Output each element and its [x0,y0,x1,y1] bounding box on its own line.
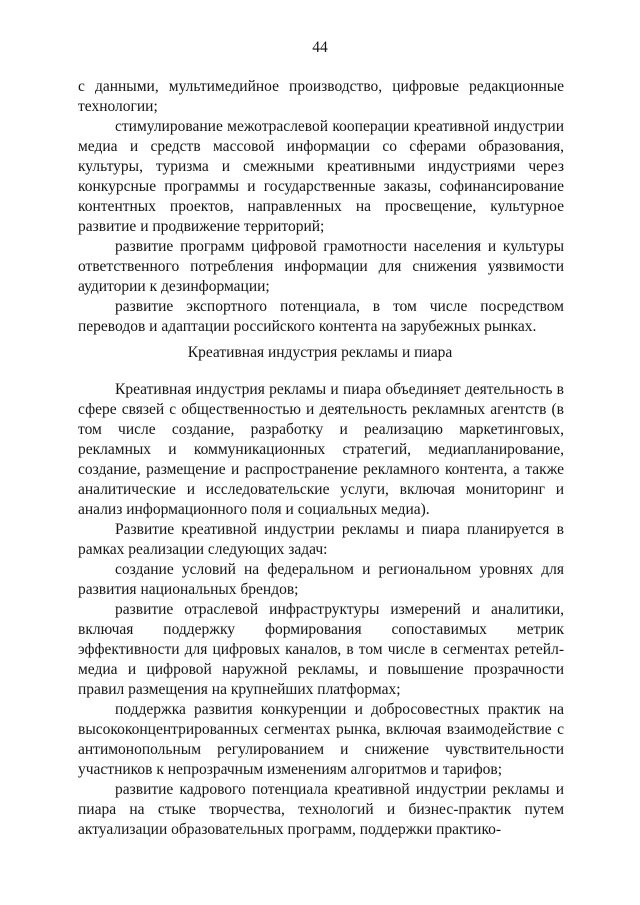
section-heading: Креативная индустрия рекламы и пиара [187,344,453,361]
paragraph: развитие экспортного потенциала, в том числе посредством переводов и адаптации российского контента на зарубежных рынках. [78,298,564,335]
paragraph: развитие программ цифровой грамотности населения и культуры ответственного потребления информации для снижения уязвимости аудитории к дезинформации; [78,238,564,295]
paragraph: развитие отраслевой инфраструктуры измерений и аналитики, включая поддержку формирования сопоставимых метрик эффективности для цифровых каналов, в том числе в сегментах ретейл-медиа и цифровой наружной рекламы, и повышение прозрачности правил размещения на крупнейших платформах; [78,601,564,698]
paragraph: поддержка развития конкуренции и добросовестных практик на высококонцентрированных сегментах рынка, включая взаимодействие с антимонопольным регулированием и снижение чувствительности участников к непрозрачным изменениям алгоритмов и тарифов; [78,701,564,778]
paragraph-continuation: с данными, мультимедийное производство, цифровые редакционные технологии; [78,78,564,115]
body-text-section [78,380,564,840]
page-number: 44 [312,39,328,56]
paragraph: Креативная индустрия рекламы и пиара объединяет деятельность в сфере связей с общественностью и деятельность рекламных агентств (в том числе создание, разработку и реализацию маркетинговых, рекламных и коммуникационных стратегий, медиапланирование, создание, размещение и распространение рекламного контента, а также аналитические и исследовательские услуги, включая мониторинг и анализ информационного поля и социальных медиа). [78,381,564,518]
body-text-top [78,77,564,337]
paragraph: Развитие креативной индустрии рекламы и пиара планируется в рамках реализации следующих задач: [78,521,564,558]
paragraph: развитие кадрового потенциала креативной индустрии рекламы и пиара на стыке творчества, технологий и бизнес-практик путем актуализации образовательных программ, поддержки практико- [78,781,564,838]
paragraph: создание условий на федеральном и региональном уровнях для развития национальных брендов; [78,561,564,598]
paragraph: стимулирование межотраслевой кооперации креативной индустрии медиа и средств массовой информации со сферами образования, культуры, туризма и смежными креативными индустриями через конкурсные программы и государственные заказы, софинансирование контентных проектов, направленных на просвещение, культурное развитие и продвижение территорий; [78,118,564,235]
